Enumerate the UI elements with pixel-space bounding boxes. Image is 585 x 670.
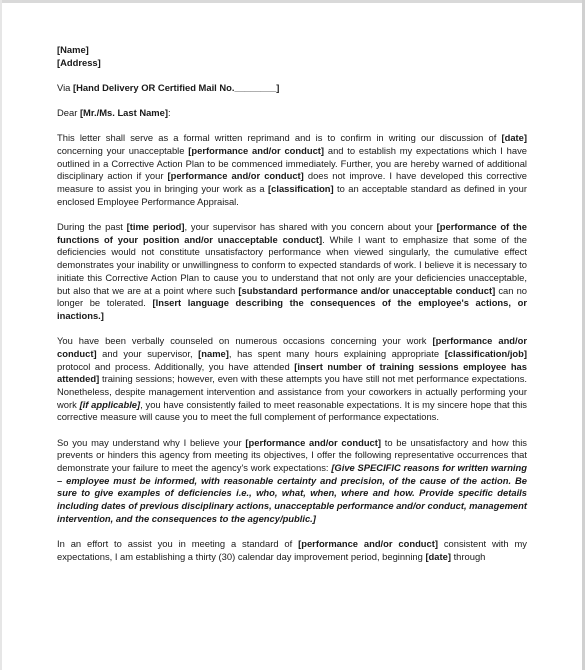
paragraph-1-run: and to establish my expectations which I have outlined in a Corrective Action Plan to be commenced immediately. Further, you are hereby warned of additional disciplinary action if your xyxy=(57,145,527,182)
salutation-prefix: Dear xyxy=(57,107,80,119)
paragraph-4-run: to be unsatisfactory and how this prevents or hinders this agency from meeting its objectives, I offer the following representative occurrences that demonstrate your failure to meet the agency's work expectations: xyxy=(57,436,527,473)
delivery-method-line xyxy=(57,82,527,95)
page-left-edge xyxy=(0,0,2,670)
delivery-method-value: [Hand Delivery OR Certified Mail No.________] xyxy=(73,81,280,93)
paragraph-1-run: [performance and/or conduct] xyxy=(167,170,304,182)
paragraph-1-run: concerning your unacceptable xyxy=(57,145,189,157)
paragraph-2-run: During the past xyxy=(57,221,127,233)
paragraph-3-run: [if applicable] xyxy=(79,398,141,410)
paragraph-3-run: , you have consistently failed to meet reasonable expectations. It is my sincere hope that this corrective measure will cause you to meet the full complement of performance expectations. xyxy=(57,398,527,423)
paragraph-5 xyxy=(57,538,527,563)
paragraph-2-run: . While I want to emphasize that some of the deficiencies would not constitute unsatisfactory performance when viewed singularly, the cumulative effect demonstrates your inability or unwillingness to conform to expected standards of work. I believe it is necessary to initiate this Corrective Action Plan to cause you to understand that not only are your deficiencies unacceptable, but also that we are at a point where such xyxy=(57,233,527,296)
paragraph-2-run: [time period] xyxy=(126,221,185,233)
paragraph-2-run: can no longer be tolerated. xyxy=(57,284,527,309)
paragraph-3 xyxy=(57,335,527,424)
paragraph-3-run: [name] xyxy=(198,347,229,359)
paragraph-4 xyxy=(57,437,527,526)
paragraph-1 xyxy=(57,132,527,208)
paragraph-1-run: This letter shall serve as a formal written reprimand and is to confirm in writing our discussion of xyxy=(57,132,502,144)
page-top-edge xyxy=(0,0,585,3)
paragraph-4-run: So you may understand why I believe your xyxy=(57,436,246,448)
paragraph-3-run: training sessions; however, even with these attempts you have still not met performance expectations. Nonetheless, despite management intervention and assistance from your coworkers in actually performing your work xyxy=(57,373,527,410)
paragraph-3-run: protocol and process. Additionally, you have attended xyxy=(57,360,295,372)
paragraph-4-run: [Give SPECIFIC reasons for written warning – employee must be informed, with reasonable certainty and precision, of the cause of the action. Be sure to give examples of deficiencies i.e., who, what, when, where and how. Provide specific details including dates of previous disciplinary actions, unacceptable performance and/or conduct, management intervention, and the consequences to the agency/public.] xyxy=(57,461,527,524)
paragraph-1-run: [classification] xyxy=(268,183,334,195)
paragraph-2-run: [substandard performance and/or unacceptable conduct] xyxy=(238,284,496,296)
paragraph-2-run: [performance of the functions of your position and/or unacceptable conduct] xyxy=(57,221,527,245)
paragraph-3-run: , has spent many hours explaining appropriate xyxy=(228,347,445,359)
letter-body xyxy=(57,44,527,576)
recipient-address-block xyxy=(57,44,527,69)
paragraph-2-run: [Insert language describing the consequences of the employee's actions, or inactions.] xyxy=(57,297,527,321)
paragraph-2 xyxy=(57,221,527,323)
paragraph-5-run: [date] xyxy=(425,550,451,562)
paragraph-1-run: [performance and/or conduct] xyxy=(188,145,325,157)
salutation xyxy=(57,107,527,120)
paragraph-3-run: [insert number of training sessions employee has attended] xyxy=(57,360,527,385)
paragraph-3-run: [classification/job] xyxy=(444,347,527,359)
paragraph-5-run: through xyxy=(450,550,486,562)
salutation-name: [Mr./Ms. Last Name] xyxy=(79,107,168,119)
paragraph-4-run: [performance and/or conduct] xyxy=(245,436,381,448)
delivery-method-prefix: Via xyxy=(57,81,73,93)
paragraph-1-run: does not improve. I have developed this corrective measure to assist you in bringing your work as a xyxy=(57,170,528,195)
letter-paragraphs xyxy=(57,132,527,563)
paragraph-3-run: You have been verbally counseled on numerous occasions concerning your work xyxy=(57,335,433,347)
salutation-suffix: : xyxy=(167,107,171,119)
paragraph-3-run: and your supervisor, xyxy=(96,347,199,359)
paragraph-3-run: [performance and/or conduct] xyxy=(57,335,528,359)
paragraph-5-run: In an effort to assist you in meeting a standard of xyxy=(57,538,299,549)
recipient-address: [Address] xyxy=(57,56,101,68)
paragraph-5-run: consistent with my expectations, I am establishing a thirty (30) calendar day improvement period, beginning xyxy=(57,538,527,562)
paragraph-1-run: to an acceptable standard as defined in your enclosed Employee Performance Appraisal. xyxy=(57,183,527,207)
paragraph-2-run: , your supervisor has shared with you concern about your xyxy=(184,221,437,233)
paragraph-5-run: [performance and/or conduct] xyxy=(298,538,438,549)
paragraph-1-run: [date] xyxy=(501,132,527,144)
recipient-name: [Name] xyxy=(57,44,89,55)
